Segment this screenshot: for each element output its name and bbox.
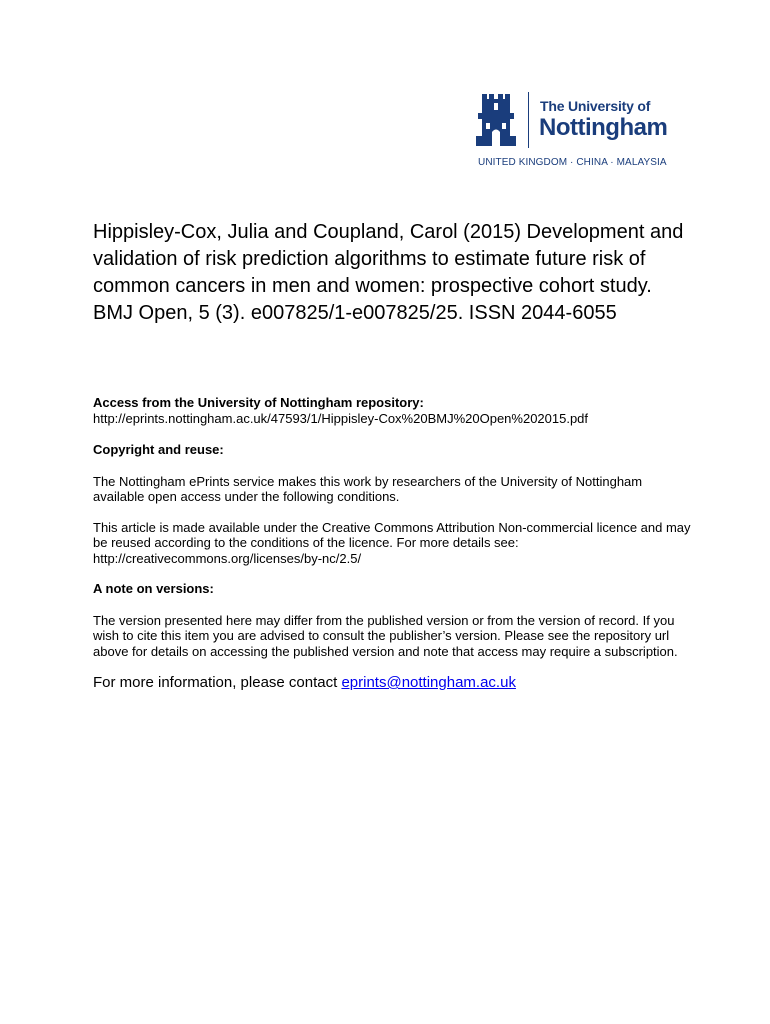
logo-divider — [528, 92, 529, 148]
logo-line-2: Nottingham — [539, 114, 668, 141]
contact-email-link[interactable]: eprints@nottingham.ac.uk — [341, 674, 516, 691]
versions-heading: A note on versions: — [93, 581, 214, 596]
university-logo — [476, 92, 676, 172]
logo-line-1: The University of — [540, 98, 651, 114]
contact-line — [93, 674, 693, 692]
copyright-paragraph-2: This article is made available under the Creative Commons Attribution Non-commercial licence and may be reused according to the conditions of the licence. For more details see: http://creativecommons.org/licenses/by-nc/2.5/ — [93, 519, 691, 566]
copyright-paragraph-1: The Nottingham ePrints service makes this work by researchers of the University of Nottingham available open access under the following conditions. — [93, 473, 643, 504]
citation-title: Hippisley-Cox, Julia and Coupland, Carol (2015) Development and validation of risk prediction algorithms to estimate future risk of common cancers in men and women: prospective cohort study. BMJ Open, 5 (3). e007825/1-e007825/25. ISSN 2044-6055 — [93, 221, 684, 324]
repository-info — [93, 395, 693, 692]
castle-crest-icon — [476, 94, 516, 146]
contact-text: For more information, please contact — [93, 674, 342, 691]
logo-tagline: UNITED KINGDOM · CHINA · MALAYSIA — [478, 157, 667, 168]
repository-url[interactable]: http://eprints.nottingham.ac.uk/47593/1/Hippisley-Cox%20BMJ%20Open%202015.pdf — [93, 410, 589, 426]
versions-paragraph: The version presented here may differ from the published version or from the version of record. If you wish to cite this item you are advised to consult the publisher’s version. Please see the repository url above for details on accessing the published version and note that access may require a subscription. — [93, 612, 678, 659]
access-heading: Access from the University of Nottingham repository: — [93, 395, 424, 410]
copyright-heading: Copyright and reuse: — [93, 442, 224, 457]
